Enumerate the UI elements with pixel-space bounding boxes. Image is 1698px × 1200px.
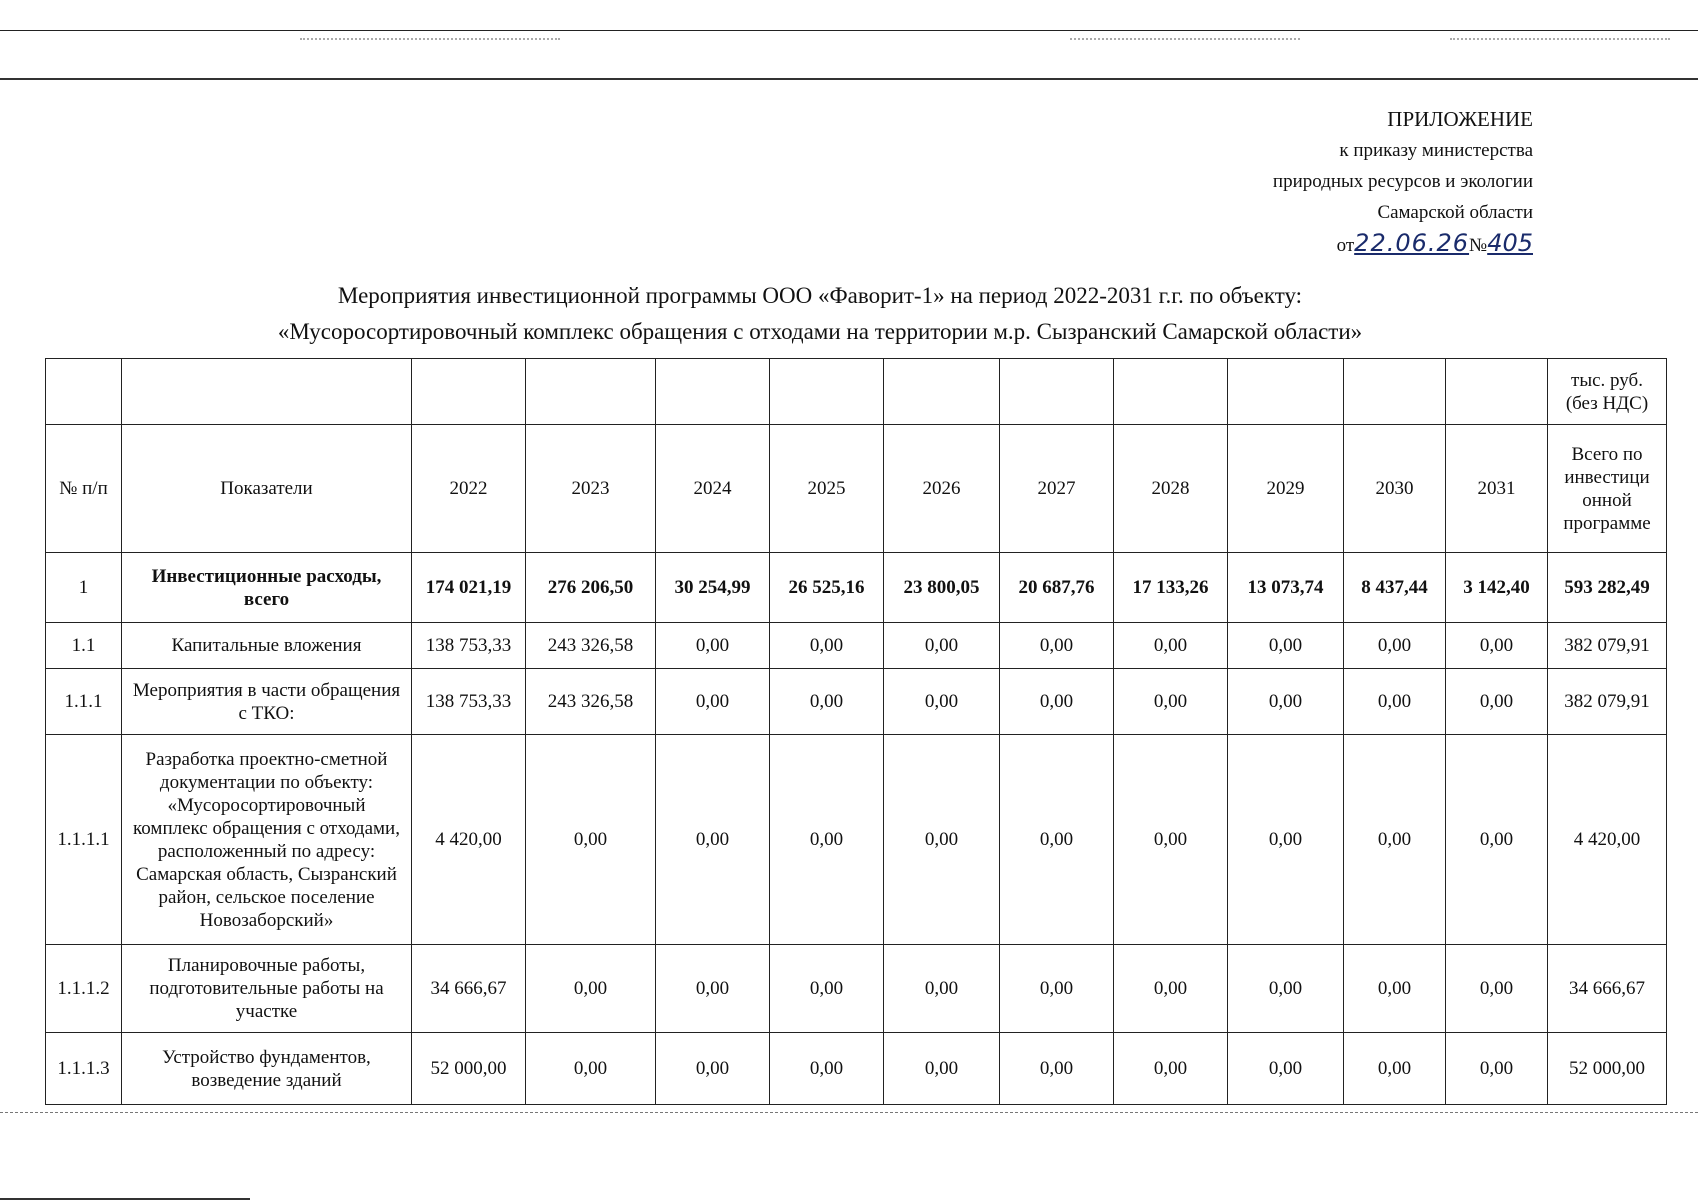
row-total: 382 079,91 xyxy=(1548,669,1667,735)
row-total: 52 000,00 xyxy=(1548,1033,1667,1105)
row-year-value: 0,00 xyxy=(1446,669,1548,735)
row-year-value: 0,00 xyxy=(770,623,884,669)
row-year-value: 138 753,33 xyxy=(412,669,526,735)
header-year: 2023 xyxy=(526,425,656,553)
row-year-value: 0,00 xyxy=(770,669,884,735)
row-year-value: 243 326,58 xyxy=(526,669,656,735)
header-row xyxy=(46,425,1667,553)
row-year-value: 17 133,26 xyxy=(1114,553,1228,623)
header-num: № п/п xyxy=(46,425,122,553)
row-year-value: 0,00 xyxy=(526,735,656,945)
row-year-value: 0,00 xyxy=(526,1033,656,1105)
row-year-value: 0,00 xyxy=(1228,623,1344,669)
row-number: 1.1 xyxy=(46,623,122,669)
row-year-value: 0,00 xyxy=(656,1033,770,1105)
row-year-value: 0,00 xyxy=(1000,945,1114,1033)
row-year-value: 0,00 xyxy=(884,1033,1000,1105)
investment-table xyxy=(45,358,1667,1105)
row-year-value: 3 142,40 xyxy=(1446,553,1548,623)
appendix-line-3: Самарской области xyxy=(1377,202,1533,223)
row-year-value: 20 687,76 xyxy=(1000,553,1114,623)
row-year-value: 0,00 xyxy=(1344,735,1446,945)
row-year-value: 0,00 xyxy=(1446,945,1548,1033)
empty-cell xyxy=(1114,359,1228,425)
header-year: 2026 xyxy=(884,425,1000,553)
number-prefix: № xyxy=(1469,235,1488,256)
header-year: 2025 xyxy=(770,425,884,553)
row-year-value: 0,00 xyxy=(884,735,1000,945)
row-year-value: 0,00 xyxy=(1000,669,1114,735)
header-indicators: Показатели xyxy=(122,425,412,553)
empty-cell xyxy=(122,359,412,425)
order-number: 405 xyxy=(1487,229,1533,257)
header-year: 2024 xyxy=(656,425,770,553)
row-year-value: 0,00 xyxy=(1446,1033,1548,1105)
scan-noise xyxy=(1450,38,1670,52)
row-year-value: 243 326,58 xyxy=(526,623,656,669)
row-number: 1 xyxy=(46,553,122,623)
row-year-value: 23 800,05 xyxy=(884,553,1000,623)
row-indicator: Устройство фундаментов, возведение зданий xyxy=(122,1033,412,1105)
row-year-value: 0,00 xyxy=(1344,669,1446,735)
row-number: 1.1.1.3 xyxy=(46,1033,122,1105)
row-year-value: 0,00 xyxy=(656,945,770,1033)
row-year-value: 0,00 xyxy=(1000,1033,1114,1105)
row-indicator: Мероприятия в части обращения с ТКО: xyxy=(122,669,412,735)
row-indicator: Планировочные работы, подготовительные работы на участке xyxy=(122,945,412,1033)
row-year-value: 0,00 xyxy=(1228,945,1344,1033)
row-year-value: 0,00 xyxy=(1114,735,1228,945)
scan-top-rule xyxy=(0,30,1698,31)
row-year-value: 0,00 xyxy=(656,735,770,945)
table-row xyxy=(46,669,1667,735)
row-year-value: 0,00 xyxy=(1446,623,1548,669)
row-year-value: 0,00 xyxy=(1228,1033,1344,1105)
header-year: 2022 xyxy=(412,425,526,553)
row-year-value: 0,00 xyxy=(1000,623,1114,669)
empty-cell xyxy=(1446,359,1548,425)
empty-cell xyxy=(884,359,1000,425)
title-line-2: «Мусоросортировочный комплекс обращения с отходами на территории м.р. Сызранский Самарской области» xyxy=(277,319,1363,344)
row-year-value: 174 021,19 xyxy=(412,553,526,623)
row-year-value: 0,00 xyxy=(1228,669,1344,735)
scan-header-rule xyxy=(0,78,1698,80)
appendix-block xyxy=(1133,104,1533,261)
row-year-value: 0,00 xyxy=(1344,1033,1446,1105)
row-total: 34 666,67 xyxy=(1548,945,1667,1033)
row-number: 1.1.1.1 xyxy=(46,735,122,945)
table-row xyxy=(46,623,1667,669)
title-line-1: Мероприятия инвестиционной программы ООО «Фаворит-1» на период 2022-2031 г.г. по объекту: xyxy=(337,283,1303,308)
row-year-value: 26 525,16 xyxy=(770,553,884,623)
row-number: 1.1.1 xyxy=(46,669,122,735)
appendix-line-2: природных ресурсов и экологии xyxy=(1272,171,1533,192)
unit-row xyxy=(46,359,1667,425)
unit-line-1: тыс. руб. xyxy=(1571,369,1643,391)
scan-bottom-rule xyxy=(0,1112,1698,1113)
row-year-value: 4 420,00 xyxy=(412,735,526,945)
appendix-line-1: к приказу министерства xyxy=(1339,140,1533,161)
row-indicator: Разработка проектно-сметной документации по объекту: «Мусоросортировочный комплекс обращения с отходами, расположенный по адресу: Самарская область, Сызранский район, сельское поселение Новозаборский» xyxy=(122,735,412,945)
empty-cell xyxy=(412,359,526,425)
scan-noise xyxy=(1070,38,1300,52)
row-year-value: 0,00 xyxy=(770,1033,884,1105)
unit-cell xyxy=(1548,359,1667,425)
header-year: 2027 xyxy=(1000,425,1114,553)
row-year-value: 0,00 xyxy=(1344,623,1446,669)
row-total: 382 079,91 xyxy=(1548,623,1667,669)
appendix-heading: ПРИЛОЖЕНИЕ xyxy=(1387,107,1533,131)
row-year-value: 0,00 xyxy=(1000,735,1114,945)
row-total: 4 420,00 xyxy=(1548,735,1667,945)
row-year-value: 52 000,00 xyxy=(412,1033,526,1105)
row-total: 593 282,49 xyxy=(1548,553,1667,623)
table-row xyxy=(46,735,1667,945)
header-year: 2028 xyxy=(1114,425,1228,553)
row-indicator: Инвестиционные расходы, всего xyxy=(122,553,412,623)
row-year-value: 0,00 xyxy=(1344,945,1446,1033)
row-number: 1.1.1.2 xyxy=(46,945,122,1033)
row-year-value: 0,00 xyxy=(884,669,1000,735)
from-prefix: от xyxy=(1336,235,1355,256)
empty-cell xyxy=(1000,359,1114,425)
row-year-value: 0,00 xyxy=(1446,735,1548,945)
row-year-value: 0,00 xyxy=(1114,1033,1228,1105)
row-year-value: 0,00 xyxy=(526,945,656,1033)
unit-line-2: (без НДС) xyxy=(1565,392,1649,414)
empty-cell xyxy=(526,359,656,425)
empty-cell xyxy=(1344,359,1446,425)
row-year-value: 0,00 xyxy=(656,669,770,735)
header-year: 2031 xyxy=(1446,425,1548,553)
row-year-value: 13 073,74 xyxy=(1228,553,1344,623)
empty-cell xyxy=(1228,359,1344,425)
order-date: 22.06.26 xyxy=(1354,229,1470,257)
row-year-value: 276 206,50 xyxy=(526,553,656,623)
row-year-value: 0,00 xyxy=(1114,623,1228,669)
row-year-value: 0,00 xyxy=(1228,735,1344,945)
row-year-value: 0,00 xyxy=(656,623,770,669)
empty-cell xyxy=(656,359,770,425)
row-year-value: 0,00 xyxy=(884,945,1000,1033)
row-year-value: 34 666,67 xyxy=(412,945,526,1033)
document-title xyxy=(0,278,1640,350)
row-year-value: 0,00 xyxy=(770,945,884,1033)
row-year-value: 30 254,99 xyxy=(656,553,770,623)
row-year-value: 0,00 xyxy=(884,623,1000,669)
empty-cell xyxy=(46,359,122,425)
table-row xyxy=(46,945,1667,1033)
header-year: 2029 xyxy=(1228,425,1344,553)
empty-cell xyxy=(770,359,884,425)
table-row xyxy=(46,553,1667,623)
row-year-value: 0,00 xyxy=(1114,945,1228,1033)
row-year-value: 8 437,44 xyxy=(1344,553,1446,623)
table-row xyxy=(46,1033,1667,1105)
row-year-value: 138 753,33 xyxy=(412,623,526,669)
appendix-date-number xyxy=(1133,228,1533,261)
header-year: 2030 xyxy=(1344,425,1446,553)
header-total: Всего по инвестици онной программе xyxy=(1548,425,1667,553)
row-year-value: 0,00 xyxy=(770,735,884,945)
scan-noise xyxy=(300,38,560,52)
row-indicator: Капитальные вложения xyxy=(122,623,412,669)
row-year-value: 0,00 xyxy=(1114,669,1228,735)
